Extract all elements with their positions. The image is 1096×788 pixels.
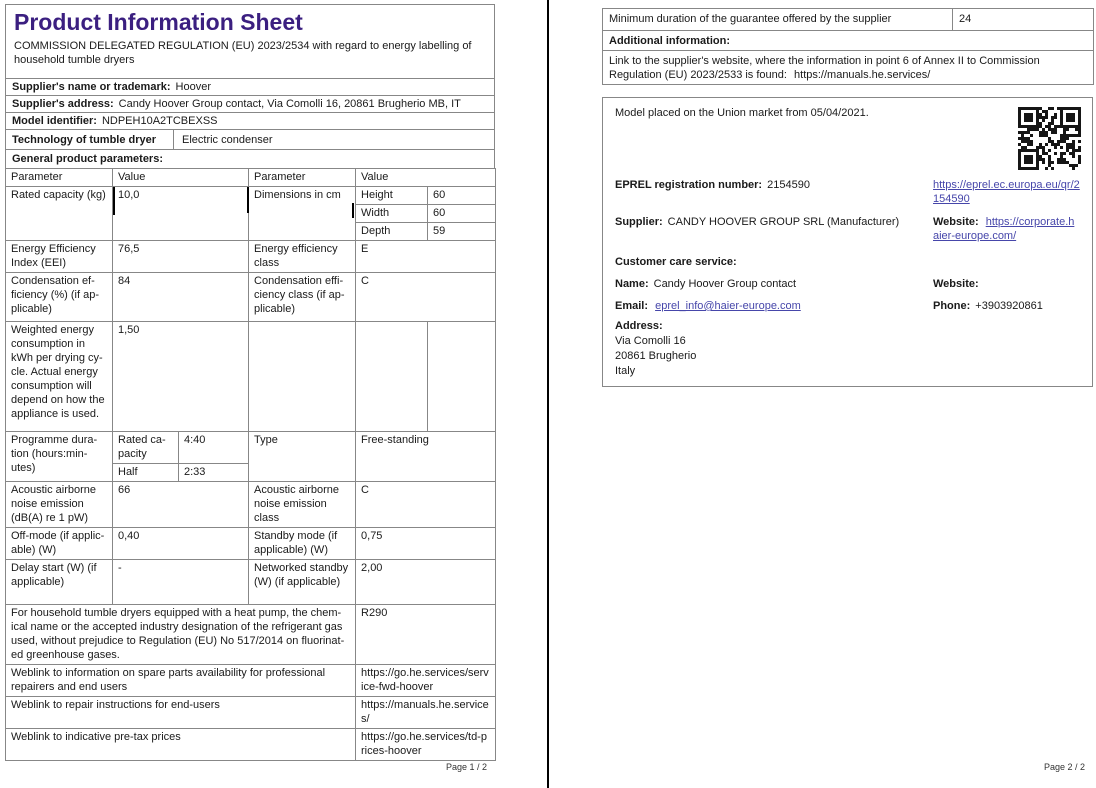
weblink-repair-label: Weblink to repair instructions for end-users xyxy=(6,697,356,729)
row-weblink-prices xyxy=(6,729,496,761)
row-offmode xyxy=(6,528,496,560)
row-rated-capacity xyxy=(6,187,496,205)
supplier-address-label: Supplier's address: xyxy=(12,98,114,110)
noise-class-value: C xyxy=(356,482,496,528)
condensation-class-label: Condensation efficiency class (if applicable) xyxy=(249,273,356,322)
networked-standby-label: Networked standby (W) (if applicable) xyxy=(249,560,356,605)
header-parameter-2: Parameter xyxy=(249,169,356,187)
weblink-spare-parts-label: Weblink to information on spare parts availability for professional repairers and end users xyxy=(6,665,356,697)
eprel-value: 2154590 xyxy=(767,179,810,191)
weblink-prices-label: Weblink to indicative pre-tax prices xyxy=(6,729,356,761)
params-header-row xyxy=(6,169,496,187)
additional-info-table xyxy=(602,8,1094,85)
row-eprel xyxy=(615,178,1080,206)
care-email-label: Email: xyxy=(615,300,649,312)
weblink-spare-parts-value: https://go.he.services/service-fwd-hoover xyxy=(356,665,496,697)
condensation-class-value: C xyxy=(356,273,496,322)
eei-label: Energy Efficiency Index (EEI) xyxy=(6,241,113,273)
type-value: Free-standing xyxy=(356,432,496,482)
page-number-2: Page 2 / 2 xyxy=(1043,762,1085,772)
standby-value: 0,75 xyxy=(356,528,496,560)
energy-class-value: E xyxy=(356,241,496,273)
networked-standby-value: 2,00 xyxy=(356,560,496,605)
row-supplier-name xyxy=(5,78,495,96)
care-name-cell xyxy=(615,277,927,291)
supplier-website-label: Website: xyxy=(933,216,979,228)
row-general-parameters: General product parameters: xyxy=(5,149,495,169)
header-value-2: Value xyxy=(356,169,496,187)
row-supplier-site-link xyxy=(603,51,1094,85)
care-email-link[interactable]: eprel_info@haier-europe.com xyxy=(655,300,801,312)
condensation-label: Condensation efficiency (%) (if applicable) xyxy=(6,273,113,322)
header-parameter-1: Parameter xyxy=(6,169,113,187)
address-line-3: Italy xyxy=(615,365,636,377)
weighted-energy-empty-1 xyxy=(249,322,356,432)
offmode-value: 0,40 xyxy=(113,528,249,560)
row-supplier xyxy=(615,215,1080,243)
supplier-address-value: Candy Hoover Group contact, Via Comolli 16, 20861 Brugherio MB, IT xyxy=(118,98,461,110)
row-noise xyxy=(6,482,496,528)
row-delay-start xyxy=(6,560,496,605)
refrigerant-label: For household tumble dryers equipped with a heat pump, the chemical name or the accepted industry designation of the refrigerant gas used, without prejudice to Regulation (EU) No 517/2014 on fluorinated greenhouse gases. xyxy=(6,605,356,665)
address-label: Address: xyxy=(615,320,663,332)
type-label: Type xyxy=(249,432,356,482)
noise-value: 66 xyxy=(113,482,249,528)
address-line-1: Via Comolli 16 xyxy=(615,335,686,347)
supplier-site-url: https://manuals.he.services/ xyxy=(794,69,931,81)
weighted-energy-label: Weighted energy consumption in kWh per drying cycle. Actual energy consumption will depend on how the appliance is used. xyxy=(6,322,113,432)
page-divider xyxy=(547,0,549,788)
care-phone-label: Phone: xyxy=(933,300,971,312)
market-text: Model placed on the Union market from 05/04/2021. xyxy=(615,107,869,119)
text-cursor-artifact-2 xyxy=(247,187,249,213)
refrigerant-value: R290 xyxy=(356,605,496,665)
row-guarantee xyxy=(603,9,1094,31)
condensation-value: 84 xyxy=(113,273,249,322)
weighted-energy-empty-3 xyxy=(428,322,496,432)
prog-half-label: Half xyxy=(113,464,179,482)
programme-duration-label: Programme duration (hours:minutes) xyxy=(6,432,113,482)
guarantee-label: Minimum duration of the guarantee offered by the supplier xyxy=(603,9,953,31)
dim-width-label: Width xyxy=(356,205,428,223)
page-1 xyxy=(5,5,495,761)
row-supplier-address xyxy=(5,95,495,113)
standby-label: Standby mode (if applicable) (W) xyxy=(249,528,356,560)
supplier-label: Supplier: xyxy=(615,216,663,228)
supplier-website-cell xyxy=(933,215,1080,243)
page-number-1: Page 1 / 2 xyxy=(445,762,487,772)
row-additional-info xyxy=(603,31,1094,51)
energy-class-label: Energy efficiency class xyxy=(249,241,356,273)
text-cursor-artifact-3 xyxy=(352,203,354,218)
supplier-cell xyxy=(615,215,927,243)
row-condensation xyxy=(6,273,496,322)
dim-width-value: 60 xyxy=(428,205,496,223)
delay-start-value: - xyxy=(113,560,249,605)
additional-info-label: Additional information: xyxy=(603,31,1094,51)
row-weblink-repair xyxy=(6,697,496,729)
noise-label: Acoustic airborne noise emission (dB(A) re 1 pW) xyxy=(6,482,113,528)
eprel-link[interactable]: https://eprel.ec.europa.eu/qr/2154590 xyxy=(933,179,1080,205)
dim-height-label: Height xyxy=(356,187,428,205)
address-line-2: 20861 Brugherio xyxy=(615,350,697,362)
supplier-site-text: Link to the supplier's website, where the information in point 6 of Annex II to Commission Regulation (EU) 2023/2533 is found: xyxy=(609,55,1040,81)
care-name-label: Name: xyxy=(615,278,649,290)
supplier-website-link[interactable]: https://corporate.haier-europe.com/ xyxy=(933,216,1075,242)
care-phone-value: +3903920861 xyxy=(975,300,1043,312)
weblink-prices-value: https://go.he.services/td-prices-hoover xyxy=(356,729,496,761)
row-care-email xyxy=(615,299,1080,313)
customer-care-label: Customer care service: xyxy=(615,256,737,268)
weighted-energy-empty-2 xyxy=(356,322,428,432)
care-phone-cell xyxy=(933,299,1080,313)
dim-height-value: 60 xyxy=(428,187,496,205)
prog-rated-label: Rated capacity xyxy=(113,432,179,464)
dim-depth-label: Depth xyxy=(356,223,428,241)
text-cursor-artifact-1 xyxy=(113,187,115,215)
row-weblink-spare-parts xyxy=(6,665,496,697)
care-name-value: Candy Hoover Group contact xyxy=(653,278,797,290)
technology-label: Technology of tumble dryer xyxy=(6,130,174,149)
row-refrigerant xyxy=(6,605,496,665)
supplier-name-label: Supplier's name or trademark: xyxy=(12,81,171,93)
dimensions-label: Dimensions in cm xyxy=(249,187,356,241)
supplier-site-cell xyxy=(603,51,1094,85)
eprel-label: EPREL registration number: xyxy=(615,179,763,191)
delay-start-label: Delay start (W) (if applicable) xyxy=(6,560,113,605)
regulation-subtitle: COMMISSION DELEGATED REGULATION (EU) 2023/2534 with regard to energy labelling of household tumble dryers xyxy=(14,40,472,66)
noise-class-label: Acoustic airborne noise emission class xyxy=(249,482,356,528)
rated-capacity-value: 10,0 xyxy=(113,187,249,241)
prog-rated-value: 4:40 xyxy=(179,432,249,464)
row-care-name xyxy=(615,277,1080,291)
row-technology xyxy=(5,129,495,150)
row-eei xyxy=(6,241,496,273)
technology-value: Electric condenser xyxy=(182,134,273,146)
guarantee-value: 24 xyxy=(953,9,1094,31)
prog-half-value: 2:33 xyxy=(179,464,249,482)
title-block xyxy=(5,4,495,79)
qr-code-icon xyxy=(1018,107,1081,170)
page-title: Product Information Sheet xyxy=(14,9,303,35)
dim-depth-value: 59 xyxy=(428,223,496,241)
rated-capacity-label: Rated capacity (kg) xyxy=(6,187,113,241)
row-model-identifier xyxy=(5,112,495,130)
row-address xyxy=(615,319,1080,379)
header-value-1: Value xyxy=(113,169,249,187)
care-website-label: Website: xyxy=(933,278,979,290)
model-identifier-label: Model identifier: xyxy=(12,115,97,127)
weighted-energy-value: 1,50 xyxy=(113,322,249,432)
row-weighted-energy xyxy=(6,322,496,432)
care-email-cell xyxy=(615,299,927,313)
supplier-value: CANDY HOOVER GROUP SRL (Manufacturer) xyxy=(667,216,900,228)
page-2 xyxy=(602,8,1093,387)
market-info-box xyxy=(602,97,1093,387)
eprel-cell xyxy=(615,178,927,206)
model-identifier-value: NDPEH10A2TCBEXSS xyxy=(101,115,218,127)
row-programme-duration xyxy=(6,432,496,464)
offmode-label: Off-mode (if applicable) (W) xyxy=(6,528,113,560)
supplier-name-value: Hoover xyxy=(175,81,211,93)
row-customer-care xyxy=(615,255,1080,269)
params-table xyxy=(5,168,496,761)
eei-value: 76,5 xyxy=(113,241,249,273)
weblink-repair-value: https://manuals.he.services/ xyxy=(356,697,496,729)
